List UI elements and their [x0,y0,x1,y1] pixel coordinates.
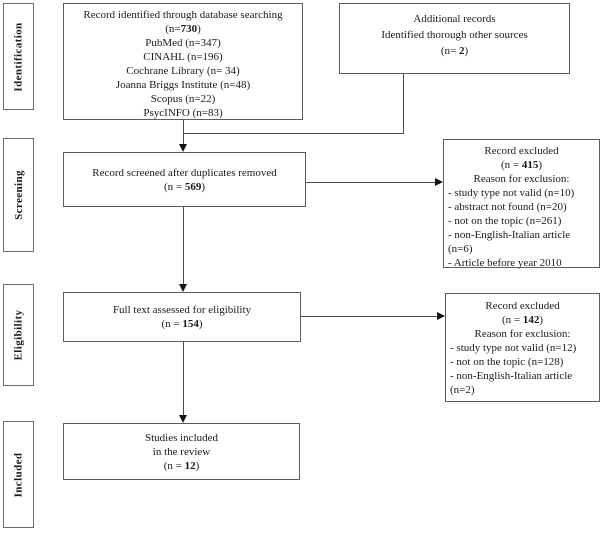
stage-box-eligibility [3,284,34,386]
box-excluded-screening [443,139,600,268]
additional-records-line2: Identified thorough other sources [381,29,528,41]
connector-fulltext-to-included [183,342,184,416]
db-source-scopus: Scopus (n=22) [150,93,216,105]
screened-count [64,180,305,194]
count-suffix: ) [538,159,543,171]
db-source-cinahl: CINAHL (n=196) [143,51,223,63]
box-studies-included [63,423,300,480]
db-search-count [64,22,302,36]
excluded-eligibility-title: Record excluded [485,300,560,312]
reason-item: - Article before year 2010 [448,257,562,269]
connector-dbsearch-down [183,120,184,133]
count-suffix: ) [195,459,200,472]
reason-item: - abstract not found (n=20) [448,201,567,213]
full-text-count [64,317,300,331]
count-prefix: (n= [165,23,181,35]
arrowhead-into-screened [179,144,187,152]
db-source-cochrane: Cochrane Library (n= 34) [126,65,240,77]
reason-item: - study type not valid (n=12) [450,342,577,354]
count-value: 730 [180,23,198,35]
stage-box-identification [3,3,34,110]
count-suffix: ) [464,45,469,57]
count-prefix: (n = [161,318,183,330]
stage-box-screening [3,138,34,252]
connector-screened-to-fulltext [183,207,184,285]
stage-label-included: Included [12,452,25,497]
connector-additional-down [403,74,404,134]
db-search-title: Record identified through database searching [83,9,283,21]
arrowhead-into-included [179,415,187,423]
connector-merge-horizontal [183,133,404,134]
count-value: 569 [184,180,202,193]
reason-item: - study type not valid (n=10) [448,187,575,199]
excluded-screening-title: Record excluded [484,145,559,157]
excluded-screening-count [444,158,599,172]
excluded-screening-reasons [444,186,599,270]
db-source-psycinfo: PsycINFO (n=83) [143,107,223,119]
count-value: 12 [184,459,196,472]
reason-item: - not on the topic (n=128) [450,356,564,368]
arrowhead-into-excluded-eligibility [437,312,445,320]
stage-label-identification: Identification [12,21,25,92]
db-source-joanna-briggs: Joanna Briggs Institute (n=48) [115,79,251,91]
box-full-text-assessed [63,292,301,342]
db-source-pubmed: PubMed (n=347) [145,37,221,49]
count-value: 2 [458,45,465,57]
count-suffix: ) [539,314,544,326]
additional-records-count [340,43,569,59]
excluded-eligibility-reason-header: Reason for exclusion: [474,328,571,340]
excluded-eligibility-reasons [446,341,599,397]
connector-fulltext-to-excluded [301,316,438,317]
count-prefix: (n = [163,459,185,472]
stage-label-screening: Screening [12,170,25,220]
count-suffix: ) [201,180,206,193]
box-records-screened [63,152,306,207]
excluded-eligibility-count [446,313,599,327]
excluded-screening-reason-header: Reason for exclusion: [473,173,570,185]
arrowhead-into-excluded-screening [435,178,443,186]
count-prefix: (n= [440,45,459,57]
box-excluded-eligibility [445,293,600,402]
included-line2: in the review [152,445,211,458]
connector-screened-to-excluded [306,182,437,183]
screened-title: Record screened after duplicates removed [92,166,277,179]
count-suffix: ) [197,23,201,35]
stage-label-eligibility: Eligibility [12,309,25,361]
stage-box-included [3,421,34,528]
included-line1: Studies included [144,431,219,444]
box-additional-records [339,3,570,74]
count-value: 142 [522,314,540,326]
additional-records-line1: Additional records [413,13,496,25]
box-database-searching [63,3,303,120]
reason-item: - not on the topic (n=261) [448,215,562,227]
included-count [64,459,299,473]
arrowhead-into-fulltext [179,284,187,292]
count-value: 415 [521,159,539,171]
count-prefix: (n = [163,180,185,193]
reason-item: - non-English-Italian article (n=6) [448,229,571,255]
count-suffix: ) [198,318,203,330]
reason-item: - non-English-Italian article (n=2) [450,370,573,396]
count-value: 154 [182,318,199,330]
full-text-title: Full text assessed for eligibility [112,304,252,316]
count-prefix: (n = [500,159,522,171]
count-prefix: (n = [501,314,523,326]
